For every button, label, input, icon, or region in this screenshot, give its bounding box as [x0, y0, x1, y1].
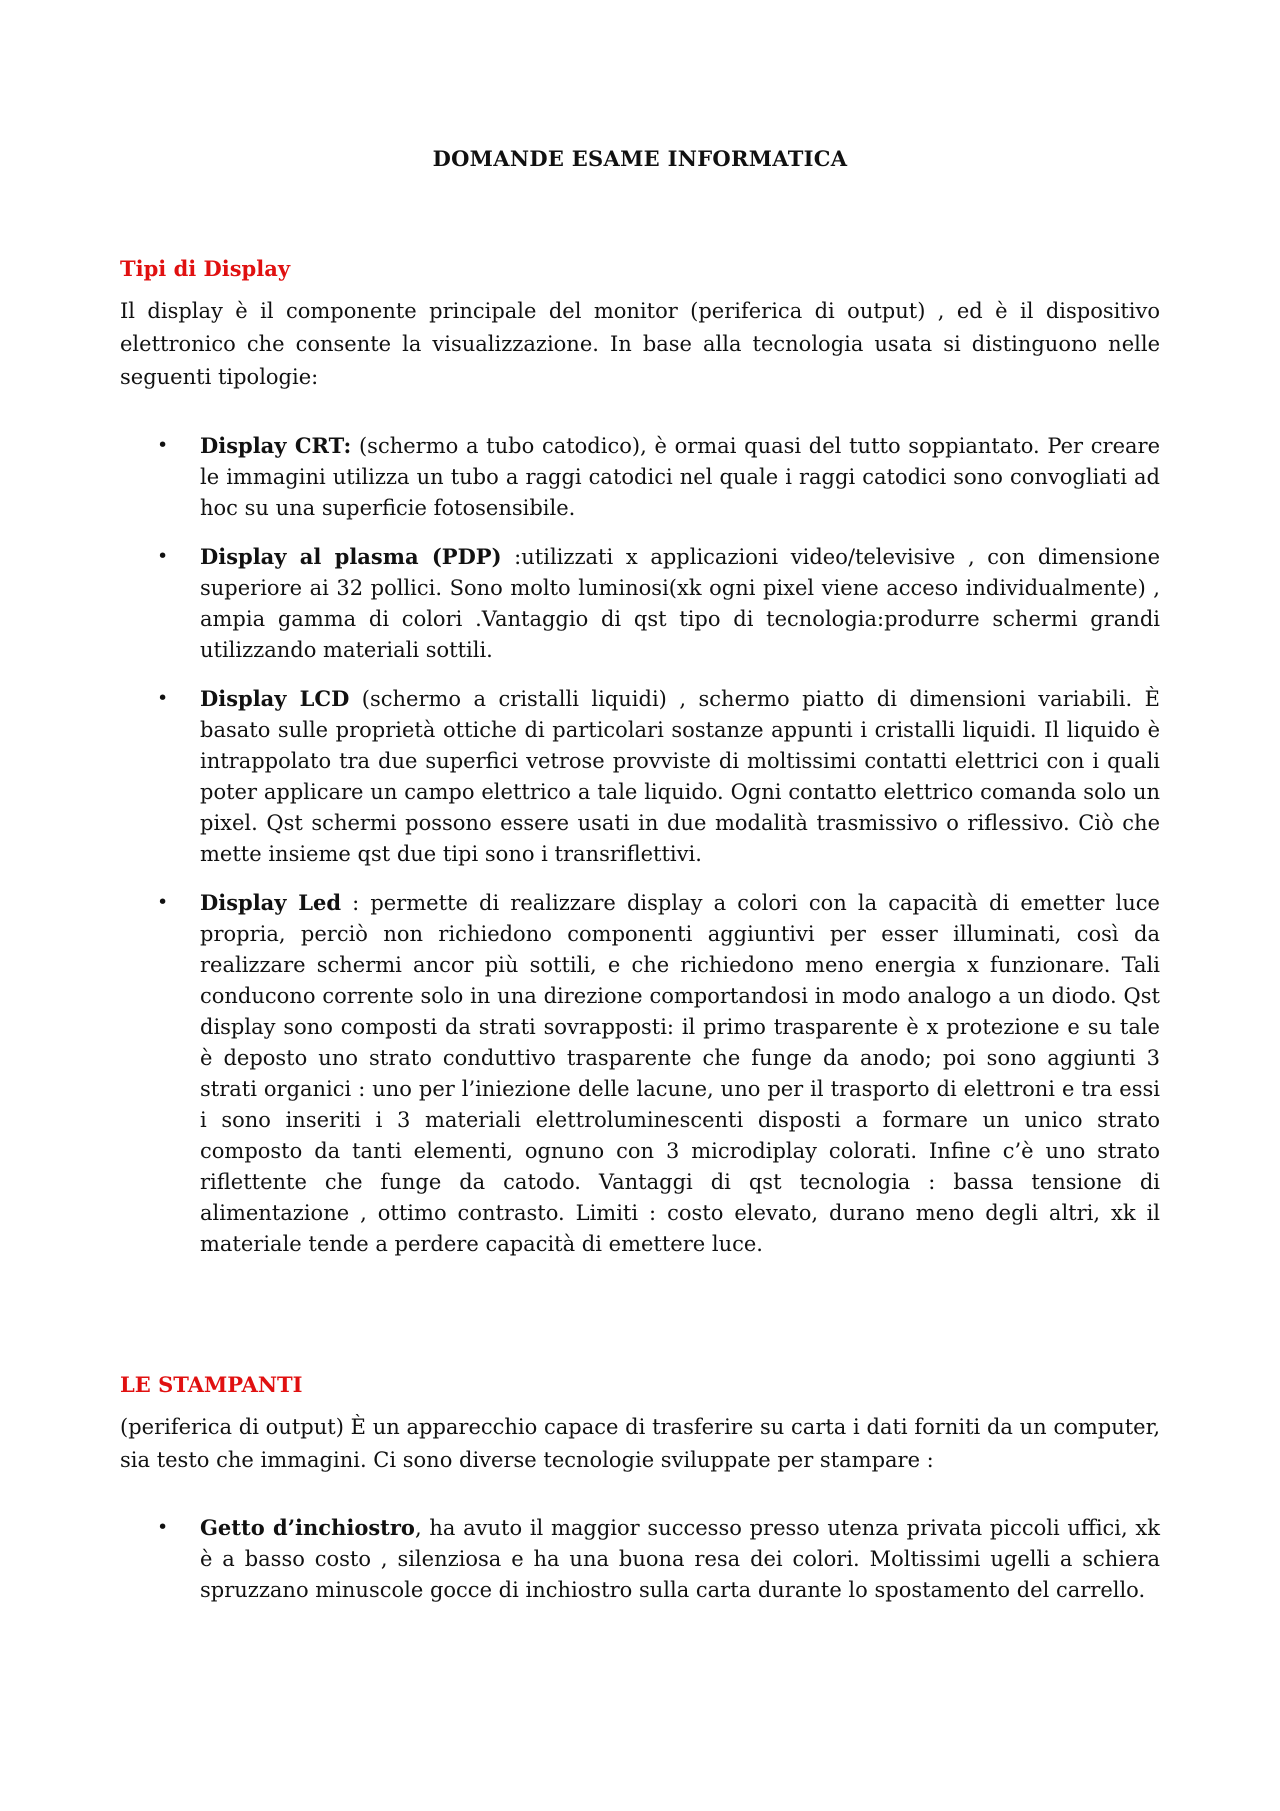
bullet-icon: •	[157, 687, 169, 709]
printer-types-list	[120, 1512, 1160, 1623]
section-heading-printers: LE STAMPANTI	[120, 1372, 303, 1397]
item-text: (schermo a tubo catodico), è ormai quasi del tutto soppiantato. Per creare le immagini utilizza un tubo a raggi catodici nel quale i raggi catodici sono convogliati ad hoc su una superficie fotosensibile.	[200, 434, 1160, 520]
item-text: : permette di realizzare display a colori con la capacità di emetter luce propria, perciò non richiedono componenti aggiuntivi per esser illuminati, così da realizzare schermi ancor più sottili, e che richiedono meno energia x funzionare. Tali conducono corrente solo in una direzione comportandosi in modo analogo a un diodo. Qst display sono composti da strati sovrapposti: il primo trasparente è x protezione e su tale è deposto uno strato conduttivo trasparente che funge da anodo; poi sono aggiunti 3 strati organici : uno per l’iniezione delle lacune, uno per il trasporto di elettroni e tra essi i sono inseriti i 3 materiali elettroluminescenti disposti a formare un unico strato composto da tanti elementi, ognuno con 3 microdiplay colorati. Infine c’è uno strato riflettente che funge da catodo. Vantaggi di qst tecnologia : bassa tensione di alimentazione , ottimo contrasto. Limiti : costo elevato, durano meno degli altri, xk il materiale tende a perdere capacità di emettere luce.	[200, 891, 1160, 1256]
section-intro-display: Il display è il componente principale del monitor (periferica di output) , ed è il dispositivo elettronico che consente la visualizzazione. In base alla tecnologia usata si distinguono nelle seguenti tipologie:	[120, 299, 1160, 389]
list-item	[120, 541, 1160, 666]
section-heading-display: Tipi di Display	[120, 256, 291, 281]
bullet-icon: •	[157, 545, 169, 567]
bullet-icon: •	[157, 434, 169, 456]
document-page	[120, 0, 1160, 1811]
item-term: Getto d’inchiostro	[200, 1515, 415, 1540]
list-item	[120, 887, 1160, 1260]
item-text: (schermo a cristalli liquidi) , schermo piatto di dimensioni variabili. È basato sulle proprietà ottiche di particolari sostanze appunti i cristalli liquidi. Il liquido è intrappolato tra due superfici vetrose provviste di moltissimi contatti elettrici con i quali poter applicare un campo elettrico a tale liquido. Ogni contatto elettrico comanda solo un pixel. Qst schermi possono essere usati in due modalità trasmissivo o riflessivo. Ciò che mette insieme qst due tipi sono i transriflettivi.	[200, 687, 1161, 866]
list-item	[120, 683, 1160, 870]
list-item	[120, 1512, 1160, 1606]
item-term: Display al plasma (PDP)	[200, 544, 502, 569]
item-term: Display CRT:	[200, 433, 352, 458]
document-title: DOMANDE ESAME INFORMATICA	[432, 146, 848, 171]
item-term: Display LCD	[200, 686, 350, 711]
bullet-icon: •	[157, 1516, 169, 1538]
section-intro-printers: (periferica di output) È un apparecchio capace di trasferire su carta i dati forniti da un computer, sia testo che immagini. Ci sono diverse tecnologie sviluppate per stampare :	[120, 1415, 1160, 1472]
bullet-icon: •	[157, 891, 169, 913]
item-text: :utilizzati x applicazioni video/televisive , con dimensione superiore ai 32 pollici. Sono molto luminosi(xk ogni pixel viene acceso individualmente) , ampia gamma di colori .Vantaggio di qst tipo di tecnologia:produrre schermi grandi utilizzando materiali sottili.	[200, 545, 1160, 662]
display-types-list	[120, 430, 1160, 1277]
list-item	[120, 430, 1160, 524]
item-term: Display Led	[200, 890, 342, 915]
item-text: , ha avuto il maggior successo presso utenza privata piccoli uffici, xk è a basso costo , silenziosa e ha una buona resa dei colori. Moltissimi ugelli a schiera spruzzano minuscole gocce di inchiostro sulla carta durante lo spostamento del carrello.	[200, 1516, 1160, 1602]
